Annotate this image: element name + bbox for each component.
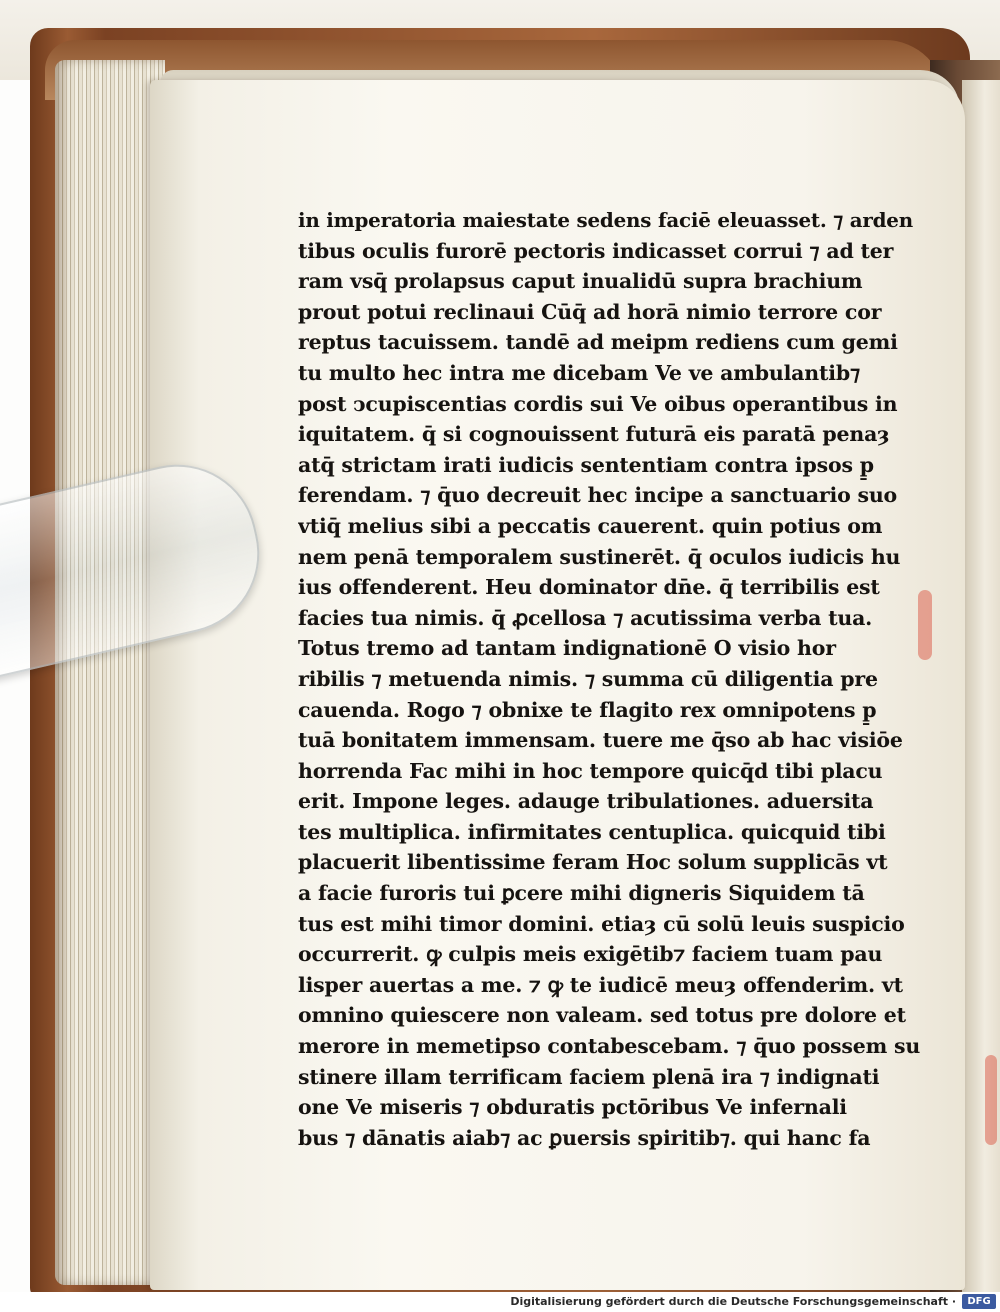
text-line: horrenda Fac mihi in hoc tempore quicq̄d tibi placu bbox=[298, 758, 883, 783]
text-line: placuerit libentissime feram Hoc solum supplicās vt bbox=[298, 850, 888, 875]
digitization-credit: Digitalisierung gefördert durch die Deutsche Forschungsgemeinschaft · bbox=[510, 1295, 956, 1308]
text-line: one Ve miseris ⁊ obduratis pctōribus Ve infernali bbox=[298, 1095, 847, 1120]
text-block bbox=[298, 205, 920, 1153]
text-line: ius offenderent. Heu dominator dn̄e. q̄ terribilis est bbox=[298, 575, 880, 600]
text-line: erit. Impone leges. adauge tribulationes. aduersita bbox=[298, 789, 874, 814]
text-line: atq̄ strictam irati iudicis sententiam contra ipsos p̱ bbox=[298, 452, 874, 477]
text-line: iquitatem. q̄ si cognouissent futurā eis paratā penaȝ bbox=[298, 422, 890, 447]
text-line: a facie furoris tui ꝑcere mihi digneris Siquidem tā bbox=[298, 881, 865, 906]
red-ink-mark bbox=[918, 590, 932, 660]
text-line: prout potui reclinaui Cūq̄ ad horā nimio terrore cor bbox=[298, 299, 882, 324]
page-block-edges bbox=[55, 60, 165, 1285]
text-line: ribilis ⁊ metuenda nimis. ⁊ summa cū diligentia pre bbox=[298, 666, 878, 691]
dfg-logo: DFG bbox=[962, 1294, 996, 1309]
text-line: ram vsq̄ prolapsus caput inualidū supra brachium bbox=[298, 269, 863, 294]
text-line: ferendam. ⁊ q̄uo decreuit hec incipe a sanctuario suo bbox=[298, 483, 898, 508]
text-line: tes multiplica. infirmitates centuplica. quicquid tibi bbox=[298, 819, 886, 844]
text-line: omnino quiescere non valeam. sed totus pre dolore et bbox=[298, 1003, 906, 1028]
red-ink-mark bbox=[985, 1055, 997, 1145]
text-line: nem penā temporalem sustinerēt. q̄ oculos iudicis hu bbox=[298, 544, 901, 569]
text-line: merore in memetipso contabescebam. ⁊ q̄uo possem su bbox=[298, 1034, 920, 1059]
text-line: occurrerit. ꝙ culpis meis exigētib⁊ faciem tuam pau bbox=[298, 942, 883, 967]
text-line: tibus oculis furorē pectoris indicasset corrui ⁊ ad ter bbox=[298, 238, 894, 263]
text-line: facies tua nimis. q̄ ꝓcellosa ⁊ acutissima verba tua. bbox=[298, 605, 873, 630]
text-line: post ↄcupiscentias cordis sui Ve oibus operantibus in bbox=[298, 391, 898, 416]
text-line: lisper auertas a me. ⁊ ꝙ te iudicē meuȝ offenderim. vt bbox=[298, 972, 903, 997]
text-line: cauenda. Rogo ⁊ obnixe te flagito rex omnipotens p̱ bbox=[298, 697, 877, 722]
text-line: in imperatoria maiestate sedens faciē eleuasset. ⁊ arden bbox=[298, 208, 913, 232]
text-line: bus ⁊ dānatis aiab⁊ ac ꝑuersis spiritib⁊. qui hanc fa bbox=[298, 1125, 871, 1150]
text-line: tuā bonitatem immensam. tuere me q̄so ab hac visiōe bbox=[298, 728, 903, 753]
text-line: vtiq̄ melius sibi a peccatis cauerent. quin potius om bbox=[298, 513, 883, 538]
text-line: tus est mihi timor domini. etiaȝ cū solū leuis suspicio bbox=[298, 911, 905, 936]
text-line: reptus tacuissem. tandē ad meipm rediens cum gemi bbox=[298, 330, 898, 355]
text-line: tu multo hec intra me dicebam Ve ve ambulantib⁊ bbox=[298, 360, 860, 385]
text-line: Totus tremo ad tantam indignationē O visio hor bbox=[298, 636, 836, 661]
text-line: stinere illam terrificam faciem plenā ira ⁊ indignati bbox=[298, 1064, 880, 1089]
